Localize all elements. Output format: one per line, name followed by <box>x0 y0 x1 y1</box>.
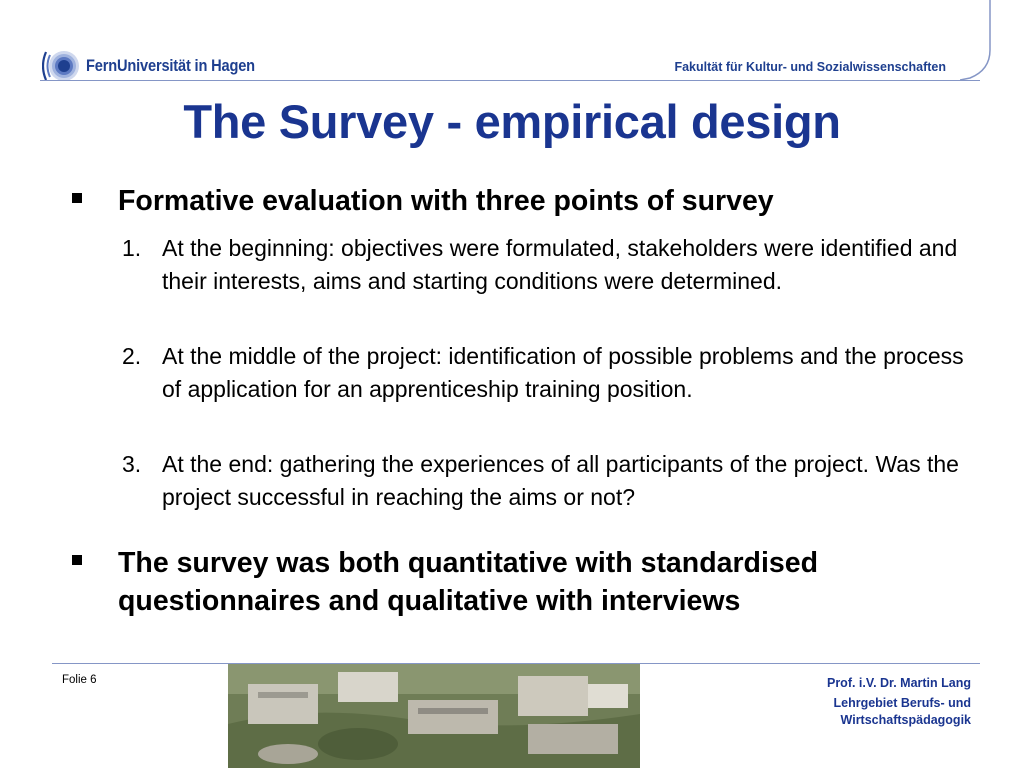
square-bullet-icon <box>72 555 82 565</box>
bullet-text: The survey was both quantitative with standardised questionnaires and qualitative with interviews <box>118 547 818 617</box>
corner-decoration <box>960 0 1024 90</box>
item-number: 3. <box>122 451 142 477</box>
numbered-item-2 <box>122 340 982 406</box>
slide-title: The Survey - empirical design <box>183 95 841 148</box>
logo-text: FernUniversität in Hagen <box>86 56 255 75</box>
faculty-name: Fakultät für Kultur- und Sozialwissenschaften <box>674 60 946 74</box>
department <box>833 695 971 729</box>
header-divider <box>40 80 980 81</box>
item-text: At the beginning: objectives were formulated, stakeholders were identified and their interests, aims and starting conditions were determined. <box>162 235 958 294</box>
bullet-text: Formative evaluation with three points of survey <box>118 185 774 217</box>
department-line-2: Wirtschaftspädagogik <box>840 713 971 727</box>
bullet-formative-evaluation <box>72 182 774 220</box>
numbered-item-3 <box>122 448 982 514</box>
campus-aerial-photo <box>228 664 640 768</box>
item-text: At the end: gathering the experiences of all participants of the project. Was the project successful in reaching the aims or not? <box>162 451 959 510</box>
slide-number: Folie 6 <box>62 674 97 686</box>
numbered-item-1 <box>122 232 982 298</box>
item-text: At the middle of the project: identification of possible problems and the process of application for an apprenticeship training position. <box>162 343 964 402</box>
item-number: 1. <box>122 235 142 261</box>
bullet-survey-method <box>72 544 958 620</box>
author-name: Prof. i.V. Dr. Martin Lang <box>826 676 971 690</box>
department-line-1: Lehrgebiet Berufs- und <box>833 696 971 710</box>
square-bullet-icon <box>72 193 82 203</box>
item-number: 2. <box>122 343 142 369</box>
